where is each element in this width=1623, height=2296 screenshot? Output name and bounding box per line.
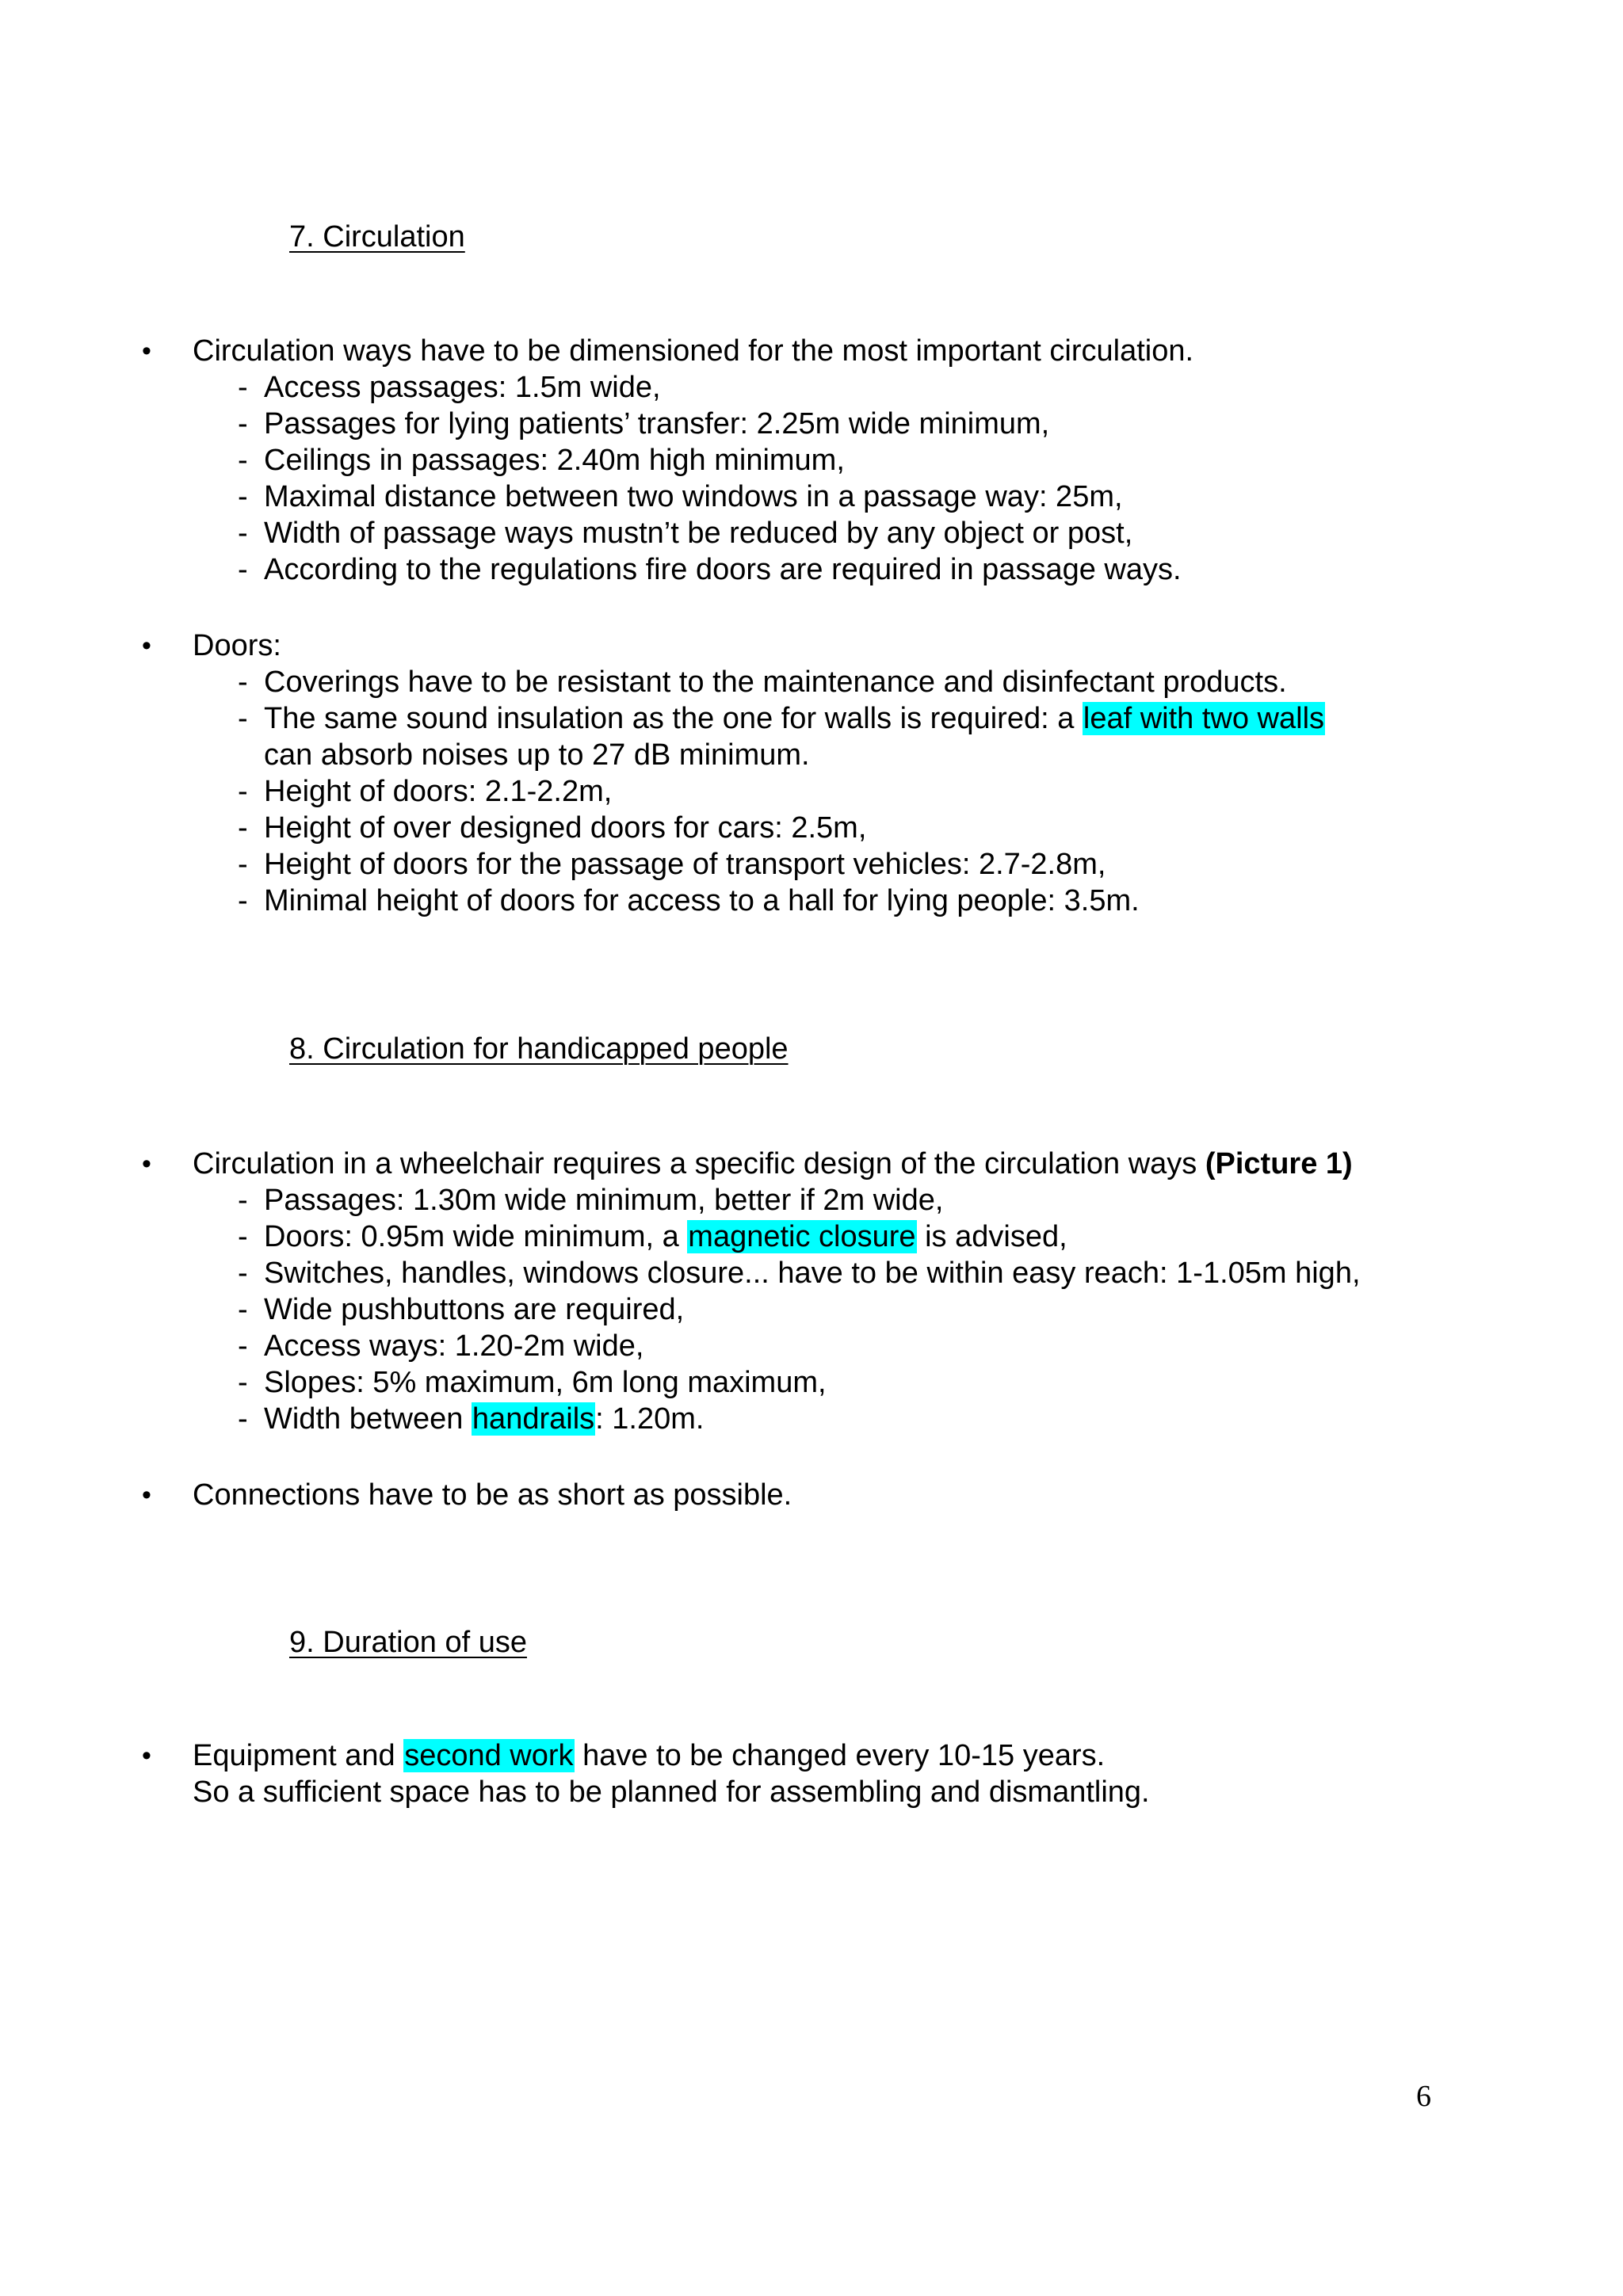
s8-bullet-2: Connections have to be as short as possible. (193, 1478, 792, 1512)
dash-icon: - (238, 444, 248, 477)
s7-doors-item-1: Coverings have to be resistant to the maintenance and disinfectant products. (264, 666, 1287, 699)
dash-icon: - (238, 775, 248, 808)
dash-icon: - (238, 480, 248, 513)
s8-item-5: Access ways: 1.20-2m wide, (264, 1329, 644, 1363)
text-run: Doors: 0.95m wide minimum, a (264, 1220, 688, 1253)
s8-item-6: Slopes: 5% maximum, 6m long maximum, (264, 1366, 827, 1399)
text-run: : 1.20m. (595, 1402, 705, 1436)
s7-doors-item-3: Height of doors: 2.1-2.2m, (264, 775, 613, 808)
highlight-text: leaf with two walls (1083, 702, 1325, 735)
dash-icon: - (238, 1220, 248, 1253)
s7-item-5: Width of passage ways mustn’t be reduced by any object or post, (264, 517, 1133, 550)
highlight-text: handrails (472, 1402, 595, 1436)
dash-icon: - (238, 1329, 248, 1363)
text-run: is advised, (916, 1220, 1067, 1253)
section-8-heading: 8. Circulation for handicapped people (289, 1032, 789, 1066)
s8-item-7 (264, 1401, 704, 1437)
text-run: have to be changed every 10-15 years. (574, 1739, 1106, 1772)
s7-item-2: Passages for lying patients’ transfer: 2.25m wide minimum, (264, 407, 1050, 441)
s7-doors-item-5: Height of doors for the passage of transport vehicles: 2.7-2.8m, (264, 848, 1106, 881)
highlight-text: second work (404, 1739, 574, 1772)
page-number: 6 (1416, 2080, 1431, 2113)
s7-item-3: Ceilings in passages: 2.40m high minimum, (264, 444, 845, 477)
s7-item-1: Access passages: 1.5m wide, (264, 371, 661, 404)
text-run: Circulation in a wheelchair requires a specific design of the circulation ways (193, 1147, 1205, 1180)
dash-icon: - (238, 811, 248, 845)
dash-icon: - (238, 1257, 248, 1290)
section-7-heading: 7. Circulation (289, 220, 465, 254)
s8-item-2 (264, 1219, 1067, 1255)
dash-icon: - (238, 1293, 248, 1326)
s9-bullet-1-cont: So a sufficient space has to be planned for assembling and dismantling. (193, 1775, 1150, 1809)
s8-bullet-1 (193, 1146, 1353, 1182)
dash-icon: - (238, 1184, 248, 1217)
s8-item-3: Switches, handles, windows closure... have to be within easy reach: 1-1.05m high, (264, 1257, 1361, 1290)
bullet-icon: • (142, 1149, 151, 1179)
s7-doors-item-6: Minimal height of doors for access to a hall for lying people: 3.5m. (264, 884, 1140, 917)
text-run: The same sound insulation as the one for walls is required: a (264, 702, 1083, 735)
picture-reference: (Picture 1) (1205, 1147, 1353, 1180)
bullet-icon: • (142, 1480, 151, 1510)
dash-icon: - (238, 884, 248, 917)
highlight-text: magnetic closure (688, 1220, 916, 1253)
s7-item-4: Maximal distance between two windows in a passage way: 25m, (264, 480, 1123, 513)
dash-icon: - (238, 1402, 248, 1436)
section-9-heading: 9. Duration of use (289, 1626, 527, 1659)
s8-item-4: Wide pushbuttons are required, (264, 1293, 685, 1326)
s7-bullet-2: Doors: (193, 629, 281, 662)
text-run: Equipment and (193, 1739, 404, 1772)
dash-icon: - (238, 517, 248, 550)
bullet-icon: • (142, 1741, 151, 1771)
s7-item-6: According to the regulations fire doors are required in passage ways. (264, 553, 1182, 586)
text-run: Width between (264, 1402, 472, 1436)
s7-doors-item-2 (264, 700, 1325, 737)
dash-icon: - (238, 1366, 248, 1399)
dash-icon: - (238, 371, 248, 404)
dash-icon: - (238, 553, 248, 586)
s9-bullet-1 (193, 1737, 1105, 1774)
dash-icon: - (238, 407, 248, 441)
s7-bullet-1: Circulation ways have to be dimensioned for the most important circulation. (193, 334, 1194, 368)
s7-doors-item-2-cont: can absorb noises up to 27 dB minimum. (264, 738, 810, 772)
dash-icon: - (238, 848, 248, 881)
s7-doors-item-4: Height of over designed doors for cars: 2.5m, (264, 811, 867, 845)
s8-item-1: Passages: 1.30m wide minimum, better if 2m wide, (264, 1184, 944, 1217)
dash-icon: - (238, 666, 248, 699)
bullet-icon: • (142, 336, 151, 366)
dash-icon: - (238, 702, 248, 735)
bullet-icon: • (142, 631, 151, 661)
